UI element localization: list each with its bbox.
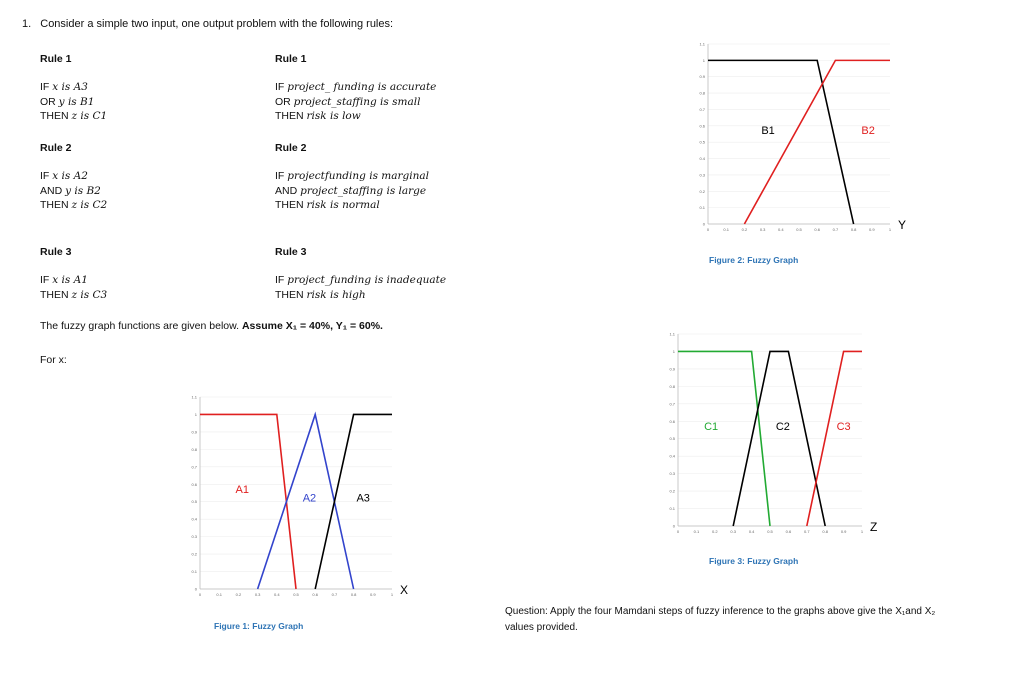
y-tick-label: 0.2	[191, 551, 197, 557]
x-tick-label: 0.5	[767, 529, 773, 534]
question-number: 1.	[22, 18, 32, 30]
rule-expression: project_staffing is large	[300, 184, 427, 197]
y-tick-label: 0.6	[191, 481, 197, 487]
rule-keyword: IF	[40, 274, 50, 286]
x-tick-label: 0.9	[370, 592, 376, 597]
y-tick-label: 1.1	[669, 331, 675, 337]
x-tick-label: 0.3	[759, 227, 766, 232]
x-tick-label: 0.9	[869, 227, 875, 232]
rule-heading-left: Rule 3	[40, 246, 72, 258]
question-line-2: values provided.	[505, 622, 578, 633]
y-tick-label: 0.6	[669, 418, 675, 424]
series-label-c3: C3	[836, 421, 851, 433]
rule-expression: risk is high	[306, 288, 366, 301]
y-tick-label: 0.1	[669, 506, 675, 512]
rule-expression: x is A1	[52, 274, 88, 286]
y-tick-label: 0.5	[669, 436, 675, 442]
assumption-text: The fuzzy graph functions are given below.	[40, 320, 240, 332]
x-tick-label: 0	[198, 592, 202, 597]
rule-expression: y is B2	[65, 184, 101, 197]
rule-keyword: THEN	[40, 199, 69, 211]
rule-expression: project_ funding is accurate	[287, 81, 437, 93]
x-tick-label: 0.1	[693, 529, 700, 534]
y-tick-label: 0.6	[699, 123, 705, 129]
y-tick-label: 0.3	[669, 471, 675, 477]
rule-keyword: IF	[275, 170, 285, 182]
rule-line-right	[275, 288, 366, 302]
x-tick-label: 0.1	[723, 227, 729, 232]
y-tick-label: 1	[672, 348, 675, 354]
question-text	[505, 604, 935, 636]
y-tick-label: 0.9	[699, 74, 705, 80]
y-tick-label: 1	[194, 411, 197, 417]
rule-keyword: IF	[275, 274, 285, 286]
rule-line-right	[275, 109, 361, 123]
rule-keyword: IF	[40, 170, 50, 182]
rule-line-right	[275, 198, 380, 212]
series-label-c1: C1	[704, 421, 719, 433]
rule-line-left	[40, 198, 107, 212]
rule-keyword: IF	[40, 81, 50, 93]
y-tick-label: 0.7	[191, 464, 197, 470]
y-tick-label: 0.3	[699, 172, 705, 178]
rule-heading-left: Rule 2	[40, 142, 72, 154]
y-tick-label: 0	[702, 221, 705, 227]
rule-expression: risk is normal	[306, 199, 380, 211]
rule-keyword: AND	[40, 184, 63, 197]
y-tick-label: 0.1	[191, 569, 197, 575]
x-tick-label: 0.8	[822, 529, 828, 534]
y-tick-label: 0.1	[699, 205, 705, 211]
rule-expression: y is B1	[58, 95, 95, 108]
rule-expression: risk is low	[306, 110, 361, 122]
rule-line-left	[40, 109, 107, 123]
figure-1-caption: Figure 1: Fuzzy Graph	[214, 621, 304, 631]
rule-line-left	[40, 288, 107, 302]
x-tick-label: 0.2	[712, 529, 718, 534]
series-label-a1: A1	[235, 484, 249, 496]
y-tick-label: 0.8	[669, 383, 675, 389]
x-tick-label: 0.7	[331, 592, 338, 597]
rule-keyword: OR	[40, 95, 56, 108]
rule-line-left	[40, 184, 101, 198]
y-tick-label: 0.2	[669, 488, 675, 494]
rule-keyword: THEN	[275, 110, 304, 122]
y-tick-label: 1.1	[699, 41, 705, 47]
y-tick-label: 0.8	[699, 90, 705, 96]
x-tick-label: 0	[706, 227, 710, 232]
assumption-paragraph	[40, 320, 383, 332]
x-tick-label: 0.6	[785, 529, 792, 534]
y-tick-label: 1.1	[191, 394, 197, 400]
x-tick-label: 0.1	[216, 592, 222, 597]
rule-line-left	[40, 95, 94, 109]
x-tick-label: 0.6	[312, 592, 318, 597]
x-tick-label: 0.2	[741, 227, 748, 232]
question-intro: Consider a simple two input, one output problem with the following rules:	[40, 18, 394, 30]
y-tick-label: 0.4	[699, 156, 705, 162]
y-tick-label: 0.7	[699, 106, 705, 112]
x-tick-label: 0.4	[778, 227, 784, 232]
x-tick-label: 0.7	[804, 529, 810, 534]
x-tick-label: 0.2	[235, 592, 242, 597]
series-label-b1: B1	[761, 125, 775, 137]
rule-keyword: OR	[275, 95, 291, 108]
x-axis-label: X	[400, 583, 409, 597]
figure-1-chart	[180, 384, 410, 610]
x-tick-label: 0.6	[814, 227, 820, 232]
rule-line-right	[275, 184, 426, 198]
rule-line-right	[275, 273, 446, 287]
x-axis-label: Z	[870, 520, 878, 534]
rule-keyword: THEN	[40, 110, 69, 122]
y-tick-label: 0.7	[669, 401, 675, 407]
rule-keyword: AND	[275, 184, 298, 197]
series-label-a2: A2	[302, 492, 317, 505]
y-tick-label: 0	[194, 586, 197, 592]
series-label-c2: C2	[775, 421, 790, 433]
figure-3-chart	[660, 328, 885, 540]
x-tick-label: 1	[860, 529, 864, 534]
rule-expression: projectfunding is marginal	[287, 170, 429, 182]
y-tick-label: 0.5	[699, 139, 705, 145]
x-tick-label: 1	[390, 592, 394, 597]
rule-keyword: THEN	[275, 199, 304, 211]
rule-keyword: IF	[275, 81, 285, 93]
rule-expression: project_funding is inadequate	[287, 274, 447, 286]
x-tick-label: 0.5	[796, 227, 802, 232]
rule-expression: project_staffing is small	[293, 95, 421, 108]
x-tick-label: 0.4	[274, 592, 280, 597]
rule-line-left	[40, 169, 88, 183]
x-tick-label: 0.3	[730, 529, 736, 534]
rule-expression: x is A3	[52, 81, 88, 93]
rule-expression: z is C3	[71, 288, 108, 301]
y-tick-label: 0.4	[669, 453, 675, 459]
figure-2-caption: Figure 2: Fuzzy Graph	[709, 255, 799, 265]
rule-heading-right: Rule 2	[275, 142, 307, 154]
x-tick-label: 0.5	[293, 592, 299, 597]
rule-line-right	[275, 95, 420, 109]
figure-2-chart	[690, 28, 910, 238]
rule-line-right	[275, 169, 429, 183]
assumption-bold: Assume X₁ = 40%, Y₁ = 60%.	[241, 320, 383, 332]
x-tick-label: 0.4	[748, 529, 755, 534]
y-tick-label: 0.9	[191, 429, 197, 435]
rule-expression: z is C2	[71, 199, 108, 211]
rule-line-left	[40, 273, 88, 287]
x-tick-label: 0.3	[254, 592, 261, 597]
series-label-b2: B2	[861, 125, 875, 137]
question-line-1: Question: Apply the four Mamdani steps of fuzzy inference to the graphs above give the X₁and X₂	[505, 606, 936, 617]
for-x-label: For x:	[40, 354, 67, 366]
rule-heading-left: Rule 1	[40, 53, 72, 65]
y-tick-label: 0.2	[699, 188, 705, 194]
rule-heading-right: Rule 3	[275, 246, 307, 258]
x-tick-label: 0	[676, 529, 680, 534]
y-tick-label: 0	[672, 523, 675, 529]
x-tick-label: 0.8	[350, 592, 357, 597]
x-axis-label: Y	[898, 218, 907, 232]
y-tick-label: 0.4	[191, 516, 197, 522]
x-tick-label: 0.7	[832, 227, 839, 232]
rule-expression: z is C1	[71, 110, 108, 122]
x-tick-label: 0.8	[850, 227, 857, 232]
x-tick-label: 1	[888, 227, 892, 232]
y-tick-label: 0.9	[669, 366, 675, 372]
y-tick-label: 0.3	[191, 534, 197, 540]
rule-line-right	[275, 80, 436, 94]
rule-line-left	[40, 80, 88, 94]
rule-keyword: THEN	[40, 288, 69, 301]
rule-expression: x is A2	[52, 170, 88, 182]
series-label-a3: A3	[356, 492, 370, 505]
question-header	[22, 18, 393, 30]
y-tick-label: 0.5	[191, 499, 197, 505]
rule-heading-right: Rule 1	[275, 53, 307, 65]
rule-keyword: THEN	[275, 288, 304, 301]
y-tick-label: 1	[702, 57, 705, 63]
x-tick-label: 0.9	[840, 529, 847, 534]
y-tick-label: 0.8	[191, 446, 197, 452]
figure-3-caption: Figure 3: Fuzzy Graph	[709, 556, 799, 566]
